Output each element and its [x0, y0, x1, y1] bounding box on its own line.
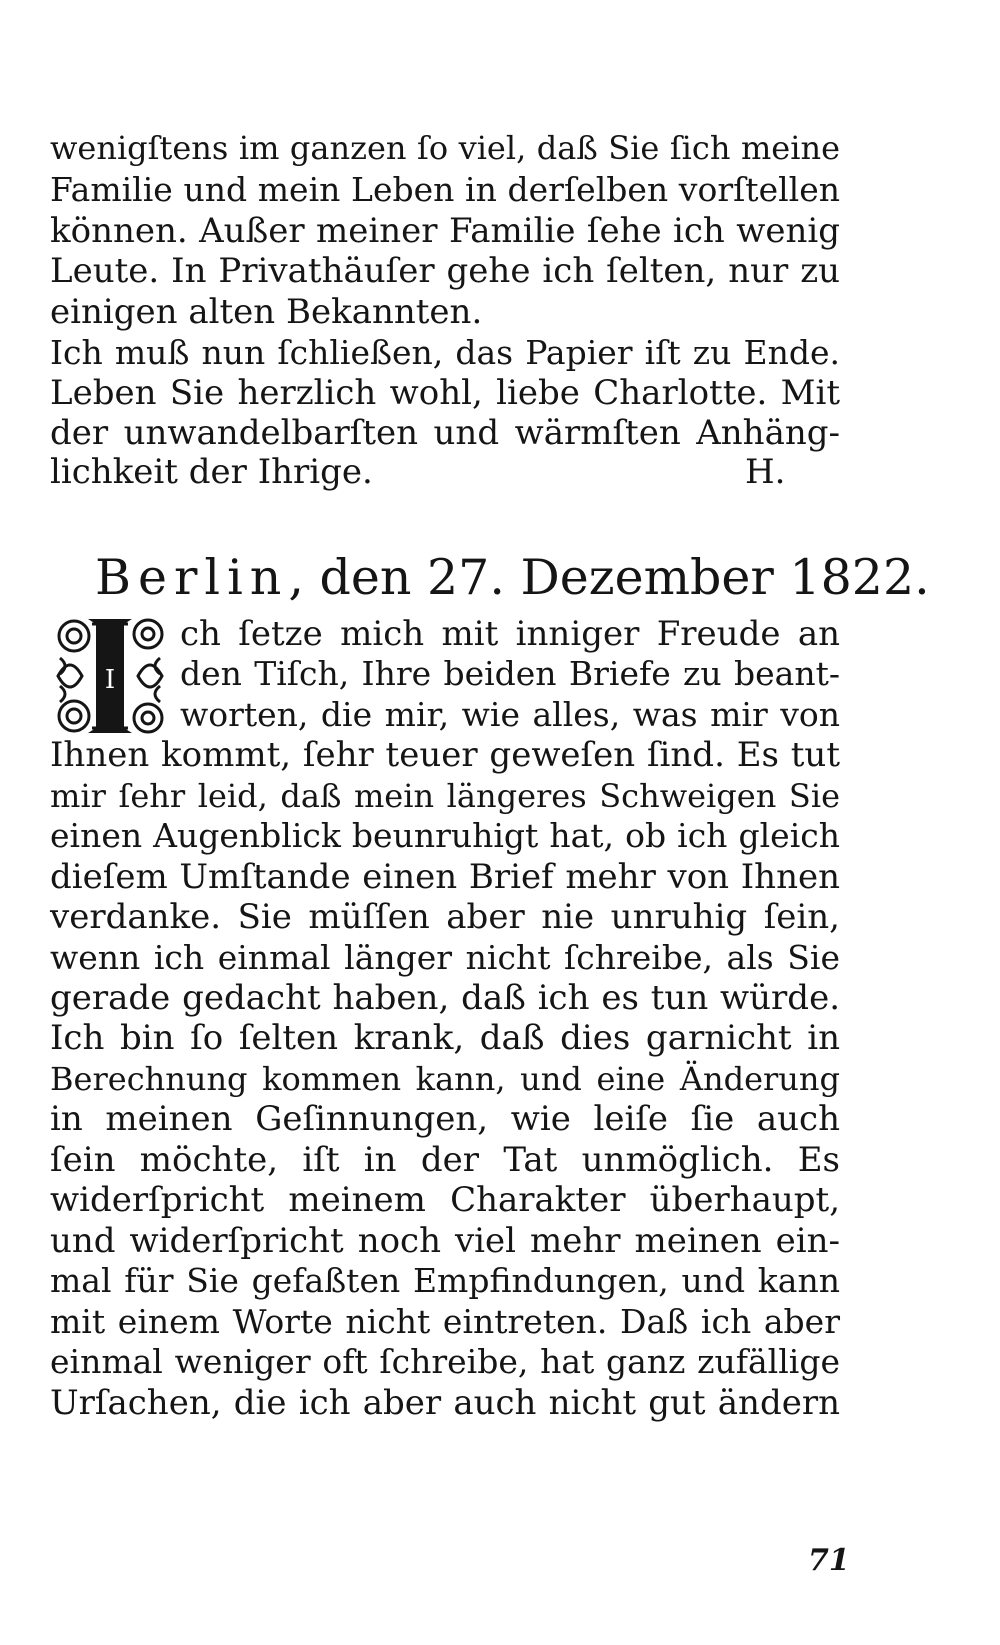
letter-heading — [95, 548, 930, 608]
heading-date: , den 27. Dezember 1822. — [288, 549, 930, 606]
text-line: lichkeit der Ihrige. — [50, 452, 373, 492]
text-line: wenn ich einmal länger nicht ſchreibe, als Sie — [50, 938, 840, 977]
text-line: wenigſtens im ganzen ſo viel, daß Sie ſich meine — [50, 129, 840, 167]
text-line: Urſachen, die ich aber auch nicht gut ändern — [50, 1383, 840, 1423]
text-line: mal für Sie gefaßten Empfindungen, und kann — [50, 1261, 840, 1300]
page-number: 71 — [808, 1543, 850, 1578]
text-line: Ich bin ſo ſelten krank, daß dies garnicht in — [50, 1018, 840, 1058]
text-line: in meinen Geſinnungen, wie leiſe ſie auch — [50, 1099, 840, 1139]
text-line: den Tiſch, Ihre beiden Briefe zu beant- — [180, 654, 840, 693]
text-line: und widerſpricht noch viel mehr meinen ein- — [50, 1221, 840, 1261]
initial-letter: I — [104, 665, 116, 695]
text-line: Berechnung kommen kann, und eine Änderung — [50, 1060, 840, 1098]
text-line: Leben Sie herzlich wohl, liebe Charlotte. Mit — [50, 373, 840, 413]
text-line: dieſem Umſtande einen Brief mehr von Ihnen — [50, 857, 840, 897]
text-line: einen Augenblick beunruhigt hat, ob ich gleich — [50, 816, 840, 855]
text-line: Familie und mein Leben in derſelben vorſtellen — [50, 170, 840, 209]
text-line: worten, die mir, wie alles, was mir von — [180, 695, 840, 734]
signature: H. — [745, 452, 786, 492]
text-line: mit einem Worte nicht eintreten. Daß ich aber — [50, 1302, 840, 1341]
text-line: mir ſehr leid, daß mein längeres Schweigen Sie — [50, 777, 840, 815]
text-line: gerade gedacht haben, daß ich es tun würde. — [50, 978, 840, 1018]
text-line: Ihnen kommt, ſehr teuer geweſen ſind. Es tut — [50, 735, 840, 775]
text-line: verdanke. Sie müſſen aber nie unruhig ſein, — [50, 897, 840, 937]
text-line: ſein möchte, iſt in der Tat unmöglich. Es — [50, 1140, 840, 1180]
text-line: einigen alten Bekannten. — [50, 292, 483, 332]
ornamental-initial — [52, 616, 168, 736]
text-line: Leute. In Privathäuſer gehe ich ſelten, nur zu — [50, 251, 840, 291]
text-line: einmal weniger oft ſchreibe, hat ganz zufällige — [50, 1342, 840, 1381]
text-line: Ich muß nun ſchließen, das Papier iſt zu Ende. — [50, 333, 840, 372]
text-line: widerſpricht meinem Charakter überhaupt, — [50, 1180, 840, 1220]
text-line: ch ſetze mich mit inniger Freude an — [180, 614, 840, 654]
text-line: können. Außer meiner Familie ſehe ich wenig — [50, 211, 840, 251]
text-line: der unwandelbarſten und wärmſten Anhäng- — [50, 413, 840, 453]
heading-city: Berlin — [95, 549, 289, 606]
